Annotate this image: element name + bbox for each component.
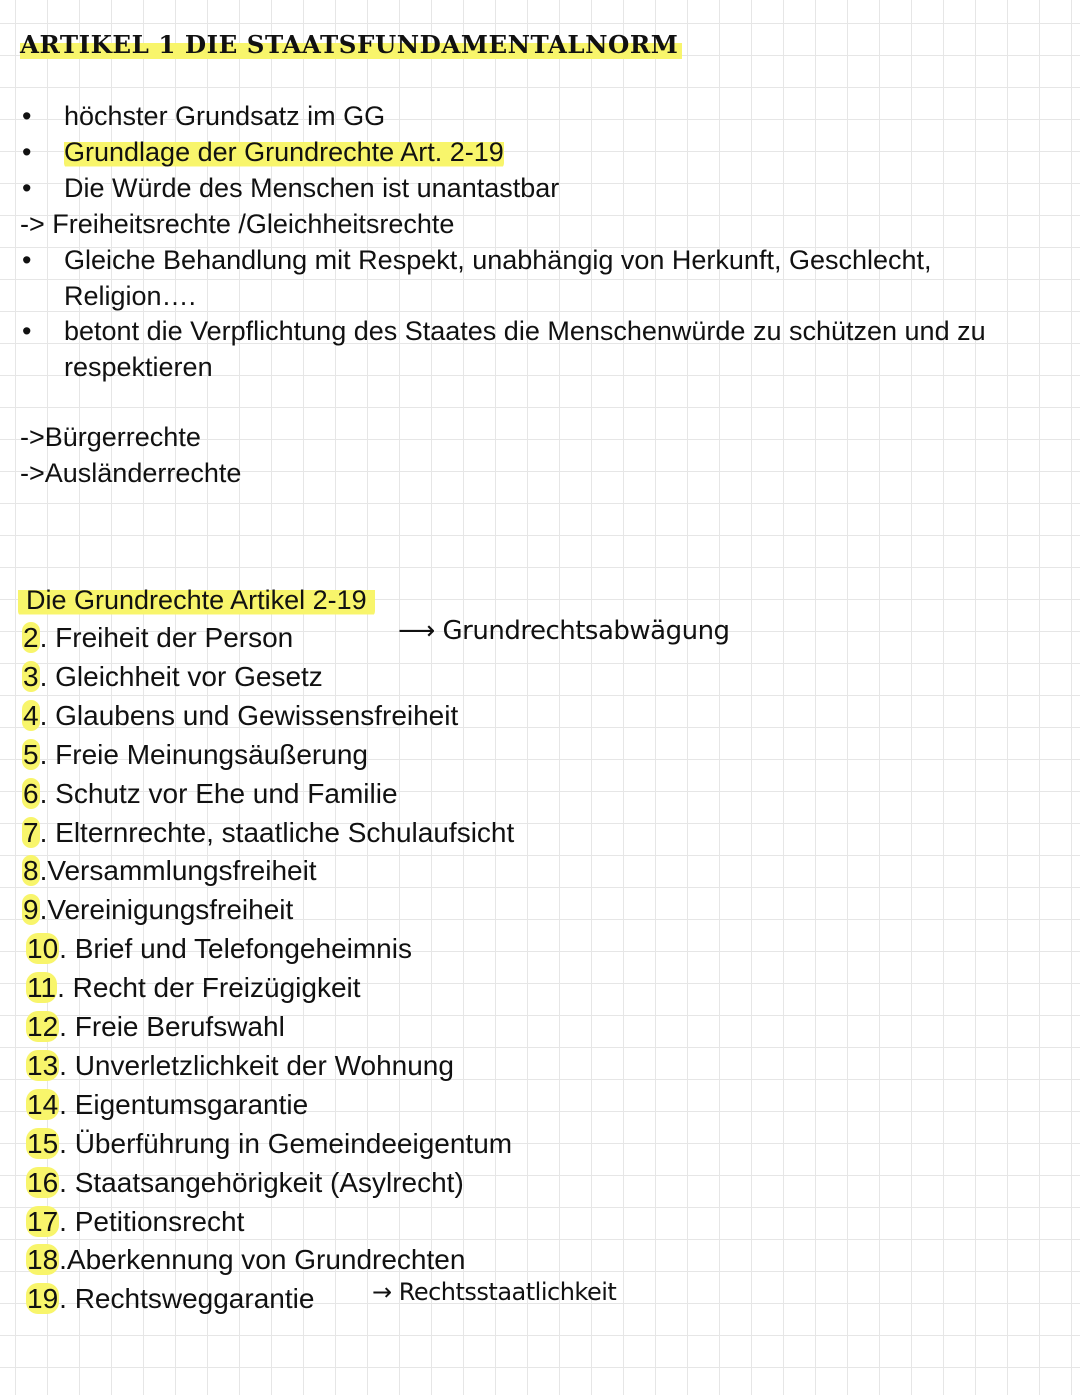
arrow-line: -> Freiheitsrechte /Gleichheitsrechte <box>20 209 455 239</box>
list-item-cont: respektieren <box>64 352 213 382</box>
bullet-icon: • <box>22 173 32 203</box>
article-number: 10 <box>27 933 59 965</box>
article-label: .Vereinigungsfreiheit <box>39 894 294 926</box>
article-item <box>26 932 412 966</box>
list-item: Die Würde des Menschen ist unantastbar <box>64 173 560 203</box>
article-item <box>22 660 323 694</box>
list-item: höchster Grundsatz im GG <box>64 101 386 131</box>
article-number: 2 <box>23 622 39 653</box>
article-number: 14 <box>27 1088 59 1120</box>
article-number: 17 <box>27 1205 59 1237</box>
page-title: ARTIKEL 1 DIE STAATSFUNDAMENTALNORM <box>20 30 682 59</box>
article-label: .Versammlungsfreiheit <box>39 855 317 887</box>
list-item: betont die Verpflichtung des Staates die Menschenwürde zu schützen und zu <box>64 316 986 346</box>
article-label: . Freie Meinungsäußerung <box>39 738 368 770</box>
article-label: . Eigentumsgarantie <box>59 1088 309 1120</box>
article-label: . Überführung in Gemeindeeigentum <box>59 1127 513 1159</box>
article-label: . Petitionsrecht <box>59 1205 245 1237</box>
bullet-icon: • <box>22 101 32 131</box>
article-item <box>26 1049 454 1083</box>
article-label: . Rechtsweggarantie <box>59 1283 315 1315</box>
article-item <box>22 854 317 888</box>
article-label: . Elternrechte, staatliche Schulaufsicht <box>39 816 515 848</box>
article-item <box>26 1282 314 1316</box>
article-item <box>22 816 514 850</box>
handwritten-note: → Rechtsstaatlichkeit <box>372 1278 617 1306</box>
article-number: 19 <box>27 1283 59 1315</box>
article-number: 11 <box>27 972 57 1004</box>
section-title: Die Grundrechte Artikel 2-19 <box>18 583 375 617</box>
bullet-icon: • <box>22 137 32 167</box>
article-item <box>26 1127 512 1161</box>
article-label: . Brief und Telefongeheimnis <box>59 933 412 965</box>
article-item <box>26 1166 464 1200</box>
article-number: 13 <box>27 1049 59 1081</box>
article-label: . Gleichheit vor Gesetz <box>39 660 323 692</box>
arrow-line: ->Bürgerrechte <box>20 422 201 452</box>
article-item <box>26 1243 465 1277</box>
list-item: Gleiche Behandlung mit Respekt, unabhängig von Herkunft, Geschlecht, <box>64 245 932 275</box>
article-number: 16 <box>27 1166 59 1198</box>
article-item <box>26 971 361 1005</box>
article-item <box>22 621 293 655</box>
article-label: . Freie Berufswahl <box>59 1011 285 1042</box>
article-label: . Unverletzlichkeit der Wohnung <box>59 1049 454 1081</box>
article-item <box>22 738 368 772</box>
article-label: . Schutz vor Ehe und Familie <box>39 777 398 809</box>
article-label: . Staatsangehörigkeit (Asylrecht) <box>59 1166 464 1198</box>
article-number: 5 <box>23 738 39 770</box>
article-item <box>22 699 458 733</box>
article-item <box>26 1088 308 1122</box>
arrow-line: ->Ausländerrechte <box>20 458 242 488</box>
article-item <box>26 1205 244 1239</box>
article-item <box>22 893 293 927</box>
article-number: 12 <box>27 1011 59 1042</box>
article-number: 6 <box>23 777 39 809</box>
article-item <box>22 777 398 811</box>
article-number: 8 <box>23 855 39 887</box>
article-number: 15 <box>27 1127 59 1159</box>
article-item <box>26 1010 285 1044</box>
article-label: . Freiheit der Person <box>39 622 294 653</box>
article-label: . Recht der Freizügigkeit <box>57 972 361 1004</box>
article-label: .Aberkennung von Grundrechten <box>59 1244 466 1276</box>
article-number: 7 <box>23 816 39 848</box>
list-item-cont: Religion…. <box>64 281 197 311</box>
article-number: 4 <box>23 699 39 731</box>
list-item-highlighted: Grundlage der Grundrechte Art. 2-19 <box>64 137 504 167</box>
bullet-icon: • <box>22 245 32 275</box>
bullet-icon: • <box>22 316 32 346</box>
article-label: . Glaubens und Gewissensfreiheit <box>39 699 459 731</box>
handwritten-note: ⟶ Grundrechtsabwägung <box>398 616 730 646</box>
article-number: 9 <box>23 894 39 926</box>
article-number: 3 <box>23 660 39 692</box>
article-number: 18 <box>27 1244 59 1276</box>
